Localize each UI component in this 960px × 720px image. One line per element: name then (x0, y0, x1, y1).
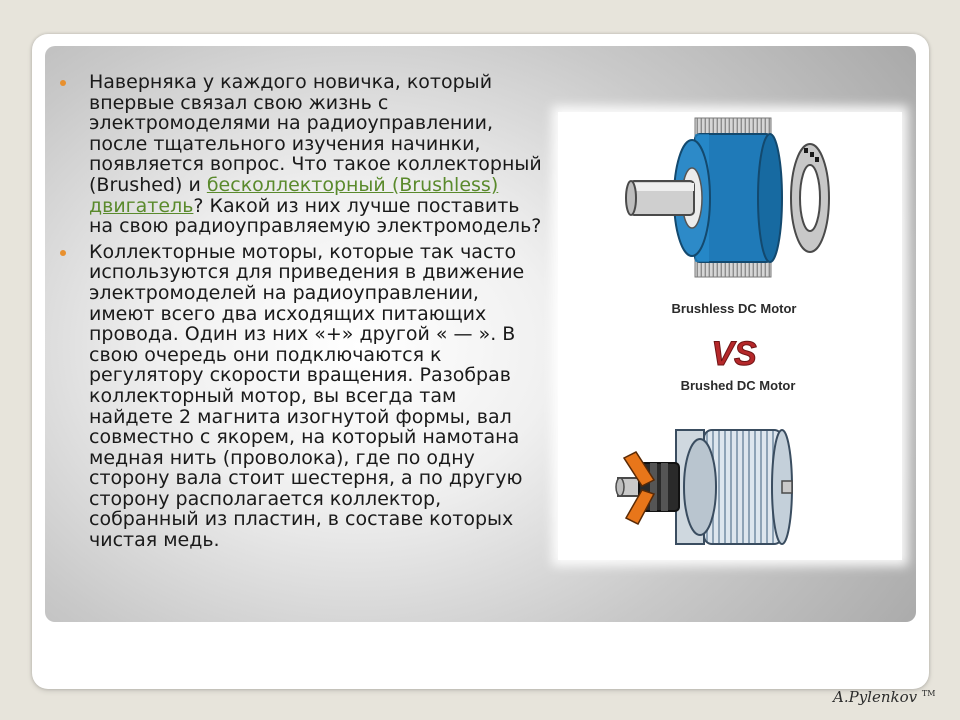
author-signature (833, 688, 935, 706)
bullet-icon (60, 250, 66, 256)
brushless-link[interactable]: бесколлекторный (Brushless) двигатель (89, 173, 499, 217)
brushless-motor-graphic (626, 118, 829, 277)
paragraph-1 (59, 72, 545, 237)
paragraph-1-text-start: Наверняка у каждого новичка, который впервые связал свою жизнь с электромоделями на радиоуправлении, после тщательного изучения начинки, появляется вопрос. Что такое коллекторный (Brushed) и (89, 71, 542, 196)
paragraph-1-text-end: ? Какой из них лучше поставить на свою радиоуправляемую электромодель? (89, 194, 542, 238)
trademark-mark: TM (921, 689, 936, 698)
slide-text (59, 72, 545, 551)
brushed-motor-graphic (616, 430, 792, 544)
paragraph-2 (59, 242, 545, 551)
brushless-label: Brushless DC Motor (671, 301, 797, 316)
motor-comparison-image (558, 112, 902, 560)
paragraph-2-text: Коллекторные моторы, которые так часто используются для приведения в движение электромоделей на радиоуправлении, имеют всего два исходящих питающих провода. Один из них «+» другой « — ». В свою очередь они подключаются к регулятору скорости вращения. Разобрав коллекторный мотор, вы всегда там найдете 2 магнита изогнутой формы, вал совместно с якорем, на который намотана медная нить (проволока), где по одну сторону вала стоит шестерня, а по другую сторону располагается коллектор, собранный из пластин, в составе которых чистая медь. (89, 240, 525, 552)
bullet-icon (60, 80, 66, 86)
signature-name: A.Pylenkov (833, 688, 918, 706)
brushed-label: Brushed DC Motor (680, 378, 796, 393)
vs-label: VS (711, 335, 757, 373)
